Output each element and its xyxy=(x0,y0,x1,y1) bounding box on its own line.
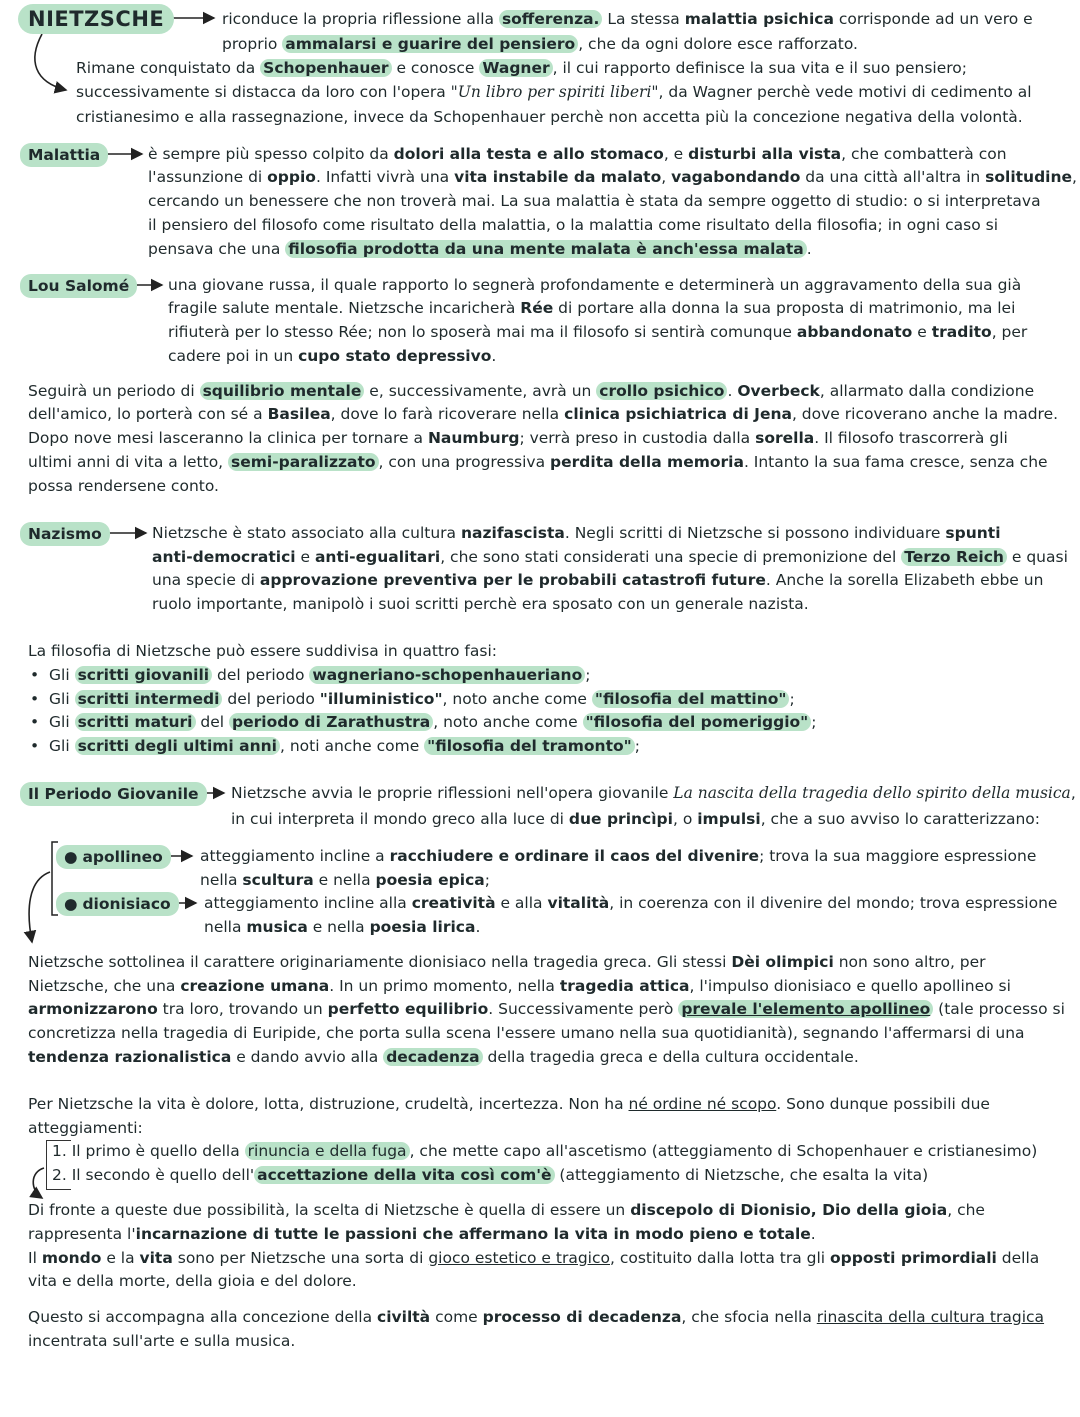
intro-line-2: proprio ammalarsi e guarire del pensiero , che da ogni dolore esce rafforzato. xyxy=(222,35,858,53)
malattia-line-4: il pensiero del filosofo come risultato della malattia, o la malattia come risultato della filosofia; in ogni caso si xyxy=(148,216,999,234)
label-dionisiaco: ● dionisiaco xyxy=(56,892,179,916)
squilibrio-line-4: ultimi anni di vita a letto, semi-paralizzato , con una progressiva perdita della memoria. Intanto la sua fama cresce, senza che xyxy=(28,453,1048,471)
tragedia-line-5: tendenza razionalistica e dando avvio alla decadenza della tragedia greca e della cultura occidentale. xyxy=(28,1048,859,1066)
tragedia-line-2: Nietzsche, che una creazione umana. In un primo momento, nella tragedia attica, l'impulso dionisiaco e quello apollineo si xyxy=(28,977,1011,995)
dioniso-line-3: Il mondo e la vita sono per Nietzsche una sorta di gioco estetico e tragico, costituito dalla lotta tra gli opposti primordiali della xyxy=(28,1249,1040,1267)
bullet-icon: • xyxy=(30,690,40,708)
label-malattia: Malattia xyxy=(20,143,108,167)
malattia-line-3: cercando un benessere che non troverà mai. La sua malattia è stata da sempre oggetto di studio: o si interpretava xyxy=(148,192,1041,210)
label-apollineo: ● apollineo xyxy=(56,845,171,869)
dionisiaco-line-2: nella musica e nella poesia lirica. xyxy=(204,918,481,936)
label-nazismo: Nazismo xyxy=(20,522,110,546)
vita-line-2: atteggiamenti: xyxy=(28,1119,143,1137)
intro-line-3: Rimane conquistato da Schopenhauer e conosce Wagner , il cui rapporto definisce la sua vita e il suo pensiero; xyxy=(76,59,968,77)
squilibrio-line-2: dell'amico, lo porterà con sé a Basilea, dove lo farà ricoverare nella clinica psichiatrica di Jena, dove ricoverano anche la madre. xyxy=(28,405,1059,423)
nazismo-line-2: anti-democratici e anti-egualitari, che sono stati considerati una specie di premonizione del Terzo Reich e quasi xyxy=(152,548,1068,566)
apollineo-line-1: atteggiamento incline a racchiudere e ordinare il caos del divenire; trova la sua maggiore espressione xyxy=(200,847,1037,865)
atteggiamento-item: 2. Il secondo è quello dell' accettazione della vita così com'è (atteggiamento di Nietzsche, che esalta la vita) xyxy=(52,1166,929,1184)
malattia-line-2: l'assunzione di oppio. Infatti vivrà una vita instabile da malato, vagabondando da una città all'altra in solitudine, xyxy=(148,168,1077,186)
bullet-icon: • xyxy=(30,713,40,731)
vita-line-1: Per Nietzsche la vita è dolore, lotta, distruzione, crudeltà, incertezza. Non ha né ordine né scopo. Sono dunque possibili due xyxy=(28,1095,990,1113)
nazismo-line-4: ruolo importante, manipolò i suoi scritti perchè era sposato con un generale nazista. xyxy=(152,595,809,613)
lou-line-1: una giovane russa, il quale rapporto lo segnerà profondamente e determinerà un aggravamento della sua già xyxy=(168,276,1022,294)
tragedia-line-3: armonizzarono tra loro, trovando un perfetto equilibrio. Successivamente però prevale l'elemento apollineo (tale processo si xyxy=(28,1000,1065,1018)
dioniso-line-1: Di fronte a queste due possibilità, la scelta di Nietzsche è quella di essere un discepolo di Dionisio, Dio della gioia, che xyxy=(28,1201,985,1219)
curved-arrow-icon xyxy=(29,872,50,942)
giovanile-line-2: in cui interpreta il mondo greco alla luce di due princìpi, o impulsi, che a suo avviso lo caratterizzano: xyxy=(231,810,1040,828)
fase-item: • Gli scritti giovanili del periodo wagneriano-schopenhaueriano ; xyxy=(30,666,591,684)
intro-line-5: cristianesimo e alla rassegnazione, invece da Schopenhauer perchè non accetta più la concezione negativa della volontà. xyxy=(76,108,1023,126)
lou-line-3: rifiuterà per lo stesso Rée; non lo sposerà mai ma il filosofo si sentirà comunque abbandonato e tradito, per xyxy=(168,323,1028,341)
apollineo-line-2: nella scultura e nella poesia epica; xyxy=(200,871,490,889)
fase-item: • Gli scritti maturi del periodo di Zarathustra , noto anche come "filosofia del pomeriggio" ; xyxy=(30,713,817,731)
label-lou-salome: Lou Salomé xyxy=(20,274,137,298)
label-periodo-giovanile: Il Periodo Giovanile xyxy=(20,782,207,806)
dionisiaco-line-1: atteggiamento incline alla creatività e alla vitalità, in coerenza con il divenire del mondo; trova espressione xyxy=(204,894,1058,912)
decadenza-line-2: incentrata sull'arte e sulla musica. xyxy=(28,1332,296,1350)
page-title: NIETZSCHE xyxy=(18,4,174,34)
lou-line-2: fragile salute mentale. Nietzsche incaricherà Rée di portare alla donna la sua proposta di matrimonio, ma lei xyxy=(168,299,1016,317)
squilibrio-line-3: Dopo nove mesi lasceranno la clinica per tornare a Naumburg; verrà preso in custodia dalla sorella. Il filosofo trascorrerà gli xyxy=(28,429,1008,447)
bullet-icon: • xyxy=(30,666,40,684)
fase-item: • Gli scritti degli ultimi anni , noti anche come "filosofia del tramonto" ; xyxy=(30,737,640,755)
intro-line-1: riconduce la propria riflessione alla sofferenza. La stessa malattia psichica corrisponde ad un vero e xyxy=(222,10,1033,28)
fasi-intro: La filosofia di Nietzsche può essere suddivisa in quattro fasi: xyxy=(28,642,497,660)
tragedia-line-1: Nietzsche sottolinea il carattere originariamente dionisiaco nella tragedia greca. Gli stessi Dèi olimpici non sono altro, per xyxy=(28,953,986,971)
malattia-line-5: pensava che una filosofia prodotta da una mente malata è anch'essa malata . xyxy=(148,240,812,258)
bullet-icon: • xyxy=(30,737,40,755)
giovanile-line-1: Nietzsche avvia le proprie riflessioni nell'opera giovanile La nascita della tragedia dello spirito della musica, xyxy=(231,784,1076,802)
squilibrio-line-1: Seguirà un periodo di squilibrio mentale e, successivamente, avrà un crollo psichico . Overbeck, allarmato dalla condizione xyxy=(28,382,1035,400)
malattia-line-1: è sempre più spesso colpito da dolori alla testa e allo stomaco, e disturbi alla vista, che combatterà con xyxy=(148,145,1007,163)
lou-line-4: cadere poi in un cupo stato depressivo. xyxy=(168,347,497,365)
dioniso-line-2: rappresenta l'incarnazione di tutte le passioni che affermano la vita in modo pieno e totale. xyxy=(28,1225,816,1243)
dioniso-line-4: vita e della morte, della gioia e del dolore. xyxy=(28,1272,357,1290)
curved-arrow-icon xyxy=(33,1168,44,1198)
squilibrio-line-5: possa rendersene conto. xyxy=(28,477,219,495)
fase-item: • Gli scritti intermedi del periodo "illuministico", noto anche come "filosofia del mattino" ; xyxy=(30,690,795,708)
curved-arrow-icon xyxy=(35,34,66,90)
nazismo-line-1: Nietzsche è stato associato alla cultura nazifascista. Negli scritti di Nietzsche si possono individuare spunti xyxy=(152,524,1001,542)
atteggiamento-item: 1. Il primo è quello della rinuncia e della fuga , che mette capo all'ascetismo (atteggiamento di Schopenhauer e cristianesimo) xyxy=(52,1142,1038,1160)
decadenza-line-1: Questo si accompagna alla concezione della civiltà come processo di decadenza, che sfocia nella rinascita della cultura tragica xyxy=(28,1308,1045,1326)
nazismo-line-3: una specie di approvazione preventiva per le probabili catastrofi future. Anche la sorella Elizabeth ebbe un xyxy=(152,571,1044,589)
intro-line-4: successivamente si distacca da loro con l'opera "Un libro per spiriti liberi", da Wagner perchè vede motivi di cedimento al xyxy=(76,83,1032,101)
tragedia-line-4: concretizza nella tragedia di Euripide, che porta sulla scena l'essere umano nella sua quotidianità), segnando l'affermarsi di una xyxy=(28,1024,1025,1042)
